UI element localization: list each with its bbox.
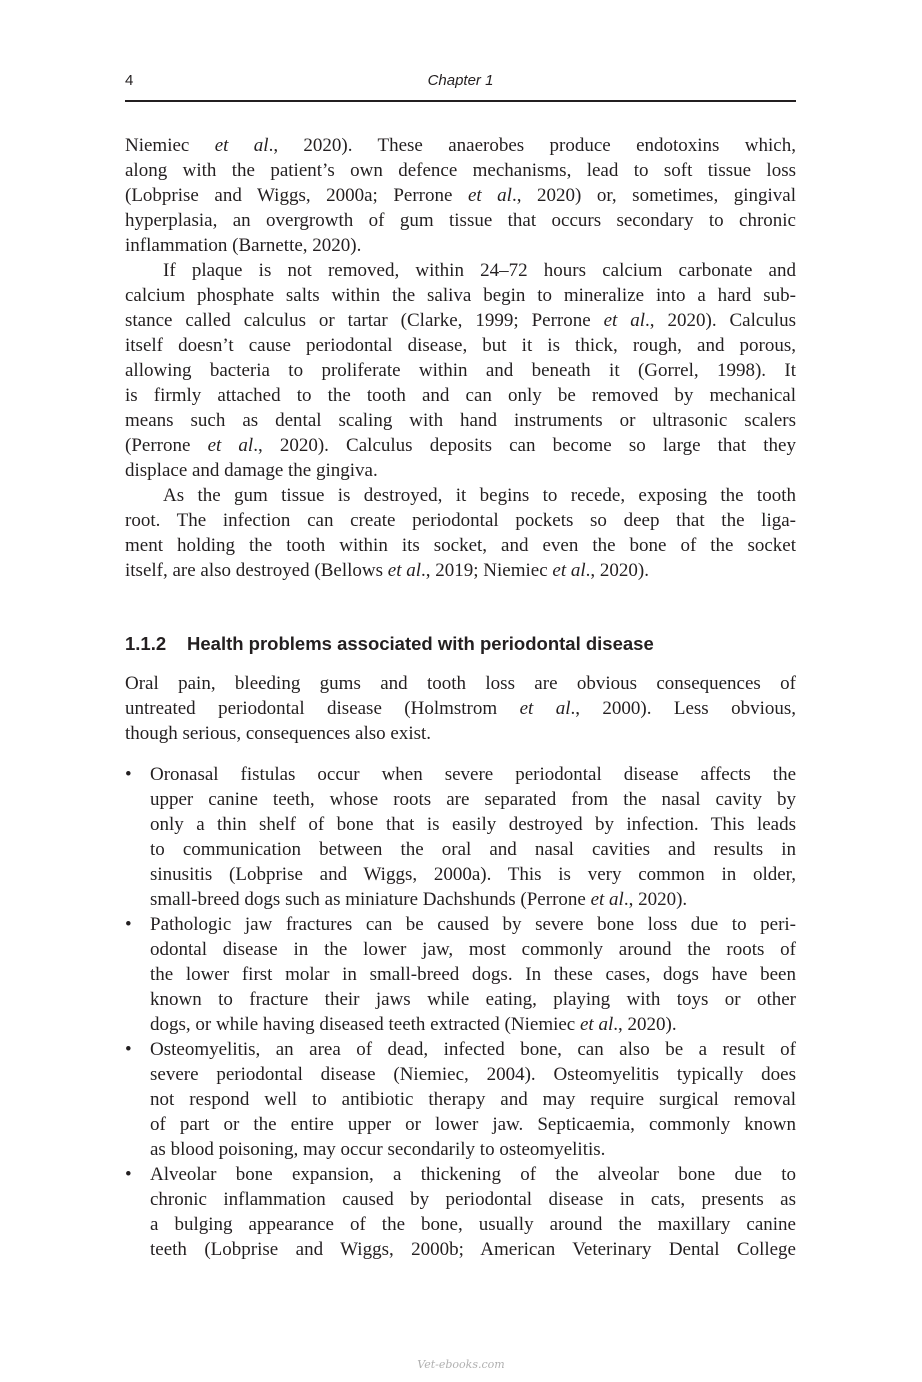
list-item — [125, 912, 796, 1037]
text-line: untreated periodontal disease (Holmstrom et al., 2000). Less obvious, — [125, 698, 796, 719]
text-line: ment holding the tooth within its socket, and even the bone of the socket — [125, 535, 796, 556]
text-line: means such as dental scaling with hand instruments or ultrasonic scalers — [125, 410, 796, 431]
text-line: (Perrone et al., 2020). Calculus deposits can become so large that they — [125, 435, 796, 456]
text-line: to communication between the oral and nasal cavities and results in — [150, 839, 796, 860]
text-line: dogs, or while having diseased teeth extracted (Niemiec et al., 2020). — [150, 1014, 677, 1035]
text-line: small-breed dogs such as miniature Dachshunds (Perrone et al., 2020). — [150, 889, 688, 910]
text-line: (Lobprise and Wiggs, 2000a; Perrone et al., 2020) or, sometimes, gingival — [125, 185, 796, 206]
text-line: Pathologic jaw fractures can be caused by severe bone loss due to peri- — [150, 914, 796, 935]
list-item-text — [150, 912, 796, 1037]
text-line: If plaque is not removed, within 24–72 hours calcium carbonate and — [163, 260, 796, 281]
text-line: teeth (Lobprise and Wiggs, 2000b; American Veterinary Dental College — [150, 1239, 796, 1260]
text-line: hyperplasia, an overgrowth of gum tissue that occurs secondary to chronic — [125, 210, 796, 231]
list-item — [125, 1162, 796, 1262]
list-item-text — [150, 762, 796, 912]
text-line: itself, are also destroyed (Bellows et al., 2019; Niemiec et al., 2020). — [125, 560, 649, 581]
bullet-icon: • — [125, 914, 132, 935]
text-line: sinusitis (Lobprise and Wiggs, 2000a). This is very common in older, — [150, 864, 796, 885]
page-number: 4 — [125, 72, 134, 89]
text-line: Niemiec et al., 2020). These anaerobes produce endotoxins which, — [125, 135, 796, 156]
text-line: as blood poisoning, may occur secondarily to osteomyelitis. — [150, 1139, 606, 1160]
text-line: As the gum tissue is destroyed, it begins to recede, exposing the tooth — [163, 485, 796, 506]
watermark: Vet-ebooks.com — [417, 1358, 505, 1371]
text-line: chronic inflammation caused by periodontal disease in cats, presents as — [150, 1189, 796, 1210]
paragraph-3 — [125, 483, 796, 583]
list-item — [125, 1037, 796, 1162]
text-line: inflammation (Barnette, 2020). — [125, 235, 362, 256]
section-title: Health problems associated with periodontal disease — [187, 633, 654, 654]
text-line: not respond well to antibiotic therapy and may require surgical removal — [150, 1089, 796, 1110]
text-line: itself doesn’t cause periodontal disease, but it is thick, rough, and porous, — [125, 335, 796, 356]
running-head: Chapter 1 — [427, 72, 494, 89]
text-line: Osteomyelitis, an area of dead, infected bone, can also be a result of — [150, 1039, 796, 1060]
text-line: known to fracture their jaws while eating, playing with toys or other — [150, 989, 796, 1010]
section-heading — [125, 633, 654, 655]
text-line: the lower first molar in small-breed dogs. In these cases, dogs have been — [150, 964, 796, 985]
bullet-icon: • — [125, 1164, 132, 1185]
list-item — [125, 762, 796, 912]
text-line: along with the patient’s own defence mechanisms, lead to soft tissue loss — [125, 160, 796, 181]
text-line: a bulging appearance of the bone, usually around the maxillary canine — [150, 1214, 796, 1235]
text-line: root. The infection can create periodontal pockets so deep that the liga- — [125, 510, 796, 531]
text-line: upper canine teeth, whose roots are separated from the nasal cavity by — [150, 789, 796, 810]
text-line: Oronasal fistulas occur when severe periodontal disease affects the — [150, 764, 796, 785]
intro-paragraph — [125, 671, 796, 746]
text-line: stance called calculus or tartar (Clarke, 1999; Perrone et al., 2020). Calculus — [125, 310, 796, 331]
section-number: 1.1.2 — [125, 633, 167, 654]
text-line: of part or the entire upper or lower jaw. Septicaemia, commonly known — [150, 1114, 796, 1135]
paragraph-2 — [125, 258, 796, 483]
text-line: calcium phosphate salts within the saliva begin to mineralize into a hard sub- — [125, 285, 796, 306]
text-line: though serious, consequences also exist. — [125, 723, 432, 744]
text-line: displace and damage the gingiva. — [125, 460, 378, 481]
bullet-icon: • — [125, 1039, 132, 1060]
consequences-list — [125, 762, 796, 1262]
list-item-text — [150, 1162, 796, 1262]
text-line: odontal disease in the lower jaw, most commonly around the roots of — [150, 939, 796, 960]
bullet-icon: • — [125, 764, 132, 785]
text-line: is firmly attached to the tooth and can only be removed by mechanical — [125, 385, 796, 406]
text-line: severe periodontal disease (Niemiec, 2004). Osteomyelitis typically does — [150, 1064, 796, 1085]
text-line: Oral pain, bleeding gums and tooth loss are obvious consequences of — [125, 673, 796, 694]
text-line: only a thin shelf of bone that is easily destroyed by infection. This leads — [150, 814, 796, 835]
paragraph-1 — [125, 133, 796, 258]
page-header — [125, 70, 796, 102]
text-line: Alveolar bone expansion, a thickening of the alveolar bone due to — [150, 1164, 796, 1185]
text-line: allowing bacteria to proliferate within and beneath it (Gorrel, 1998). It — [125, 360, 796, 381]
list-item-text — [150, 1037, 796, 1162]
